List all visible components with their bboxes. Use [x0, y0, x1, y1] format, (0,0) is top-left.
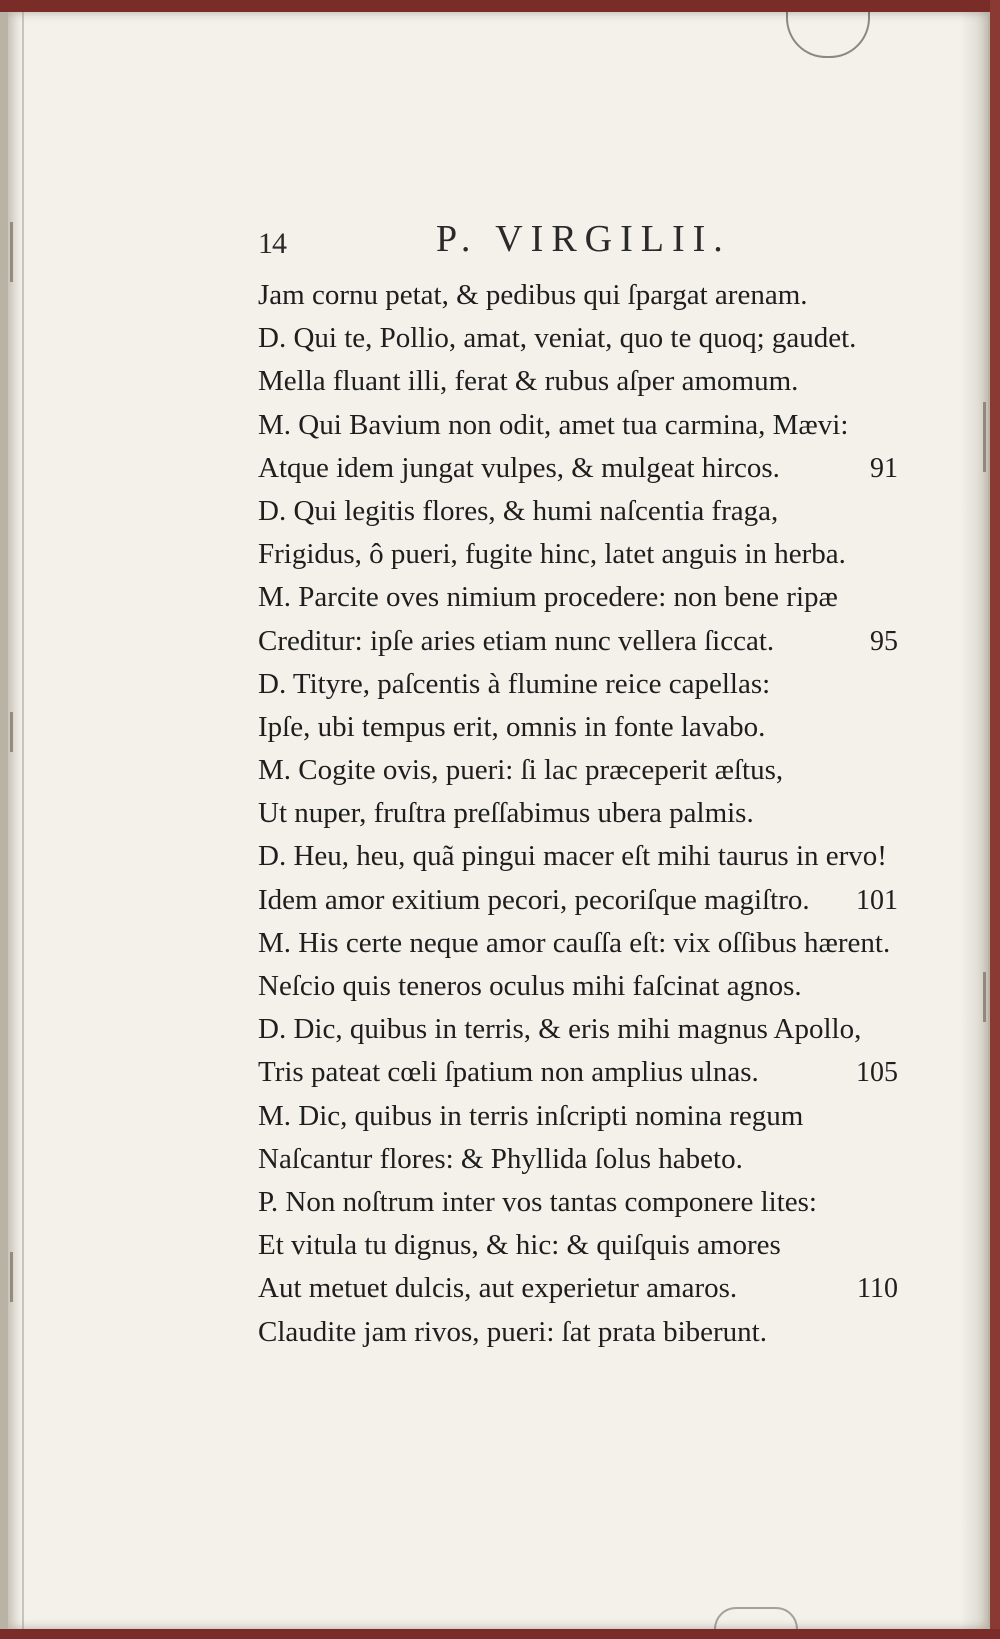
- verse-line: [258, 965, 898, 1008]
- verse-line: [258, 1051, 898, 1094]
- line-number: 105: [856, 1057, 898, 1089]
- running-head-title: P. VIRGILII.: [436, 218, 731, 260]
- page-corner-mark: [786, 12, 870, 58]
- page-number: 14: [258, 227, 286, 260]
- verse-line: [258, 317, 898, 360]
- verse-text: P. Non noſtrum inter vos tantas componere lites:: [258, 1185, 817, 1218]
- verse-line: [258, 404, 898, 447]
- verse-text: M. Cogite ovis, pueri: ſi lac præceperit æſtus,: [258, 754, 784, 787]
- verse-text: Aut metuet dulcis, aut experietur amaros.: [258, 1272, 738, 1305]
- verse-block: [258, 274, 898, 1354]
- page-edge-shadow: [960, 12, 988, 1629]
- verse-text: M. Parcite oves nimium procedere: non bene ripæ: [258, 581, 838, 614]
- book-edge-top: [0, 0, 1000, 12]
- verse-text: D. Qui te, Pollio, amat, veniat, quo te quoq; gaudet.: [258, 322, 857, 355]
- line-number: 95: [870, 625, 898, 657]
- verse-line: [258, 663, 898, 706]
- verse-line: [258, 1224, 898, 1267]
- verse-text: Idem amor exitium pecori, pecoriſque magiſtro.: [258, 883, 810, 916]
- verse-line: [258, 922, 898, 965]
- running-head: [248, 217, 868, 267]
- verse-line: [258, 1008, 898, 1051]
- verse-text: Tris pateat cœli ſpatium non amplius ulnas.: [258, 1056, 759, 1089]
- verse-text: D. Tityre, paſcentis à flumine reice capellas:: [258, 667, 771, 700]
- verse-text: M. Dic, quibus in terris inſcripti nomina regum: [258, 1099, 804, 1132]
- margin-mark: [10, 712, 13, 752]
- verse-line: [258, 620, 898, 663]
- margin-mark: [983, 972, 986, 1022]
- verse-line: [258, 1095, 898, 1138]
- gutter-line: [22, 12, 24, 1629]
- verse-line: [258, 879, 898, 922]
- verse-text: Atque idem jungat vulpes, & mulgeat hircos.: [258, 451, 780, 484]
- verse-line: [258, 447, 898, 490]
- margin-mark: [983, 402, 986, 472]
- verse-line: [258, 360, 898, 403]
- verse-line: [258, 274, 898, 317]
- verse-text: Et vitula tu dignus, & hic: & quiſquis amores: [258, 1229, 781, 1262]
- line-number: 91: [870, 452, 898, 484]
- verse-text: Frigidus, ô pueri, fugite hinc, latet anguis in herba.: [258, 538, 846, 571]
- verse-line: [258, 1138, 898, 1181]
- margin-mark: [10, 222, 13, 282]
- verse-text: Ipſe, ubi tempus erit, omnis in fonte lavabo.: [258, 710, 766, 743]
- verse-line: [258, 792, 898, 835]
- verse-line: [258, 1311, 898, 1354]
- verse-text: Naſcantur flores: & Phyllida ſolus habeto.: [258, 1142, 743, 1175]
- book-page: [8, 12, 988, 1629]
- verse-text: M. Qui Bavium non odit, amet tua carmina, Mævi:: [258, 408, 849, 441]
- margin-mark: [10, 1252, 13, 1302]
- verse-line: [258, 490, 898, 533]
- page-corner-mark-bottom: [714, 1607, 798, 1629]
- book-edge-right: [990, 0, 1000, 1639]
- verse-line: [258, 533, 898, 576]
- verse-line: [258, 1181, 898, 1224]
- verse-line: [258, 749, 898, 792]
- verse-line: [258, 1267, 898, 1310]
- book-edge-bottom: [0, 1629, 1000, 1639]
- line-number: 110: [857, 1273, 898, 1305]
- verse-line: [258, 576, 898, 619]
- verse-text: Ut nuper, fruſtra preſſabimus ubera palmis.: [258, 797, 754, 830]
- verse-text: D. Qui legitis flores, & humi naſcentia fraga,: [258, 494, 779, 527]
- verse-line: [258, 706, 898, 749]
- verse-text: D. Dic, quibus in terris, & eris mihi magnus Apollo,: [258, 1013, 862, 1046]
- verse-text: Neſcio quis teneros oculus mihi faſcinat agnos.: [258, 970, 802, 1002]
- verse-text: D. Heu, heu, quã pingui macer eſt mihi taurus in ervo!: [258, 840, 887, 873]
- verse-text: Creditur: ipſe aries etiam nunc vellera ſiccat.: [258, 624, 775, 657]
- verse-text: Jam cornu petat, & pedibus qui ſpargat arenam.: [258, 279, 808, 311]
- verse-text: M. His certe neque amor cauſſa eſt: vix oſſibus hærent.: [258, 926, 891, 959]
- verse-text: Mella fluant illi, ferat & rubus aſper amomum.: [258, 365, 799, 398]
- verse-line: [258, 835, 898, 878]
- line-number: 101: [856, 884, 898, 916]
- verse-text: Claudite jam rivos, pueri: ſat prata biberunt.: [258, 1315, 767, 1348]
